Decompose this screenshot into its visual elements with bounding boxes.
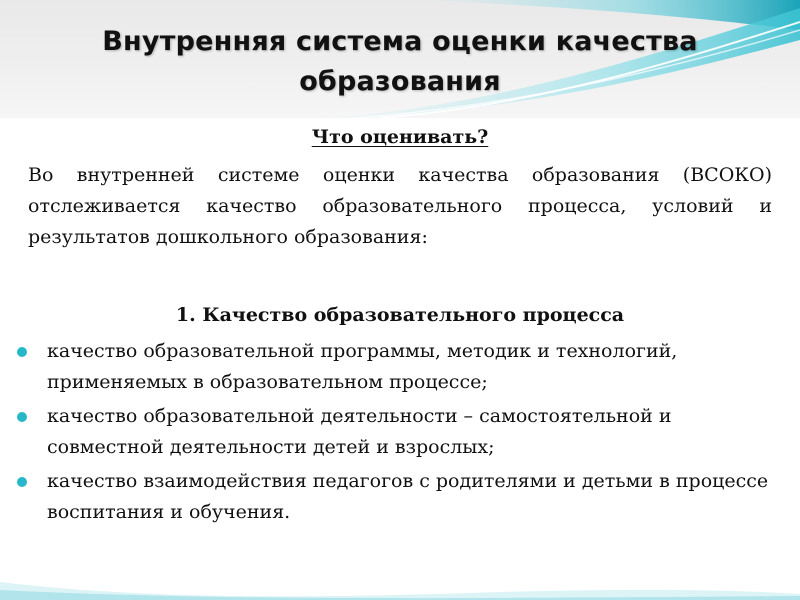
bullet-list (14, 336, 784, 531)
bullet-icon (17, 477, 27, 487)
intro-paragraph: Во внутренней системе оценки качества образования (ВСОКО) отслеживается качество образовательного процесса, условий и результатов дошкольного образования: (28, 164, 772, 248)
section-heading: 1. Качество образовательного процесса (175, 304, 625, 326)
decorative-wave-bottom (0, 570, 800, 600)
slide-subtitle (0, 124, 800, 150)
list-item (14, 336, 784, 398)
subtitle-text: Что оценивать? (311, 126, 489, 148)
bullet-icon (17, 347, 27, 357)
list-item-text: качество образовательной программы, методик и технологий, применяемых в образовательном процессе; (47, 340, 678, 393)
slide-title: Внутренняя система оценки качества образования (102, 26, 698, 97)
list-item-text: качество образовательной деятельности – самостоятельной и совместной деятельности детей и взрослых; (47, 405, 672, 458)
bullet-icon (17, 412, 27, 422)
list-item-text: качество взаимодействия педагогов с родителями и детьми в процессе воспитания и обучения. (47, 470, 769, 523)
list-item (14, 401, 784, 463)
list-item (14, 466, 784, 528)
